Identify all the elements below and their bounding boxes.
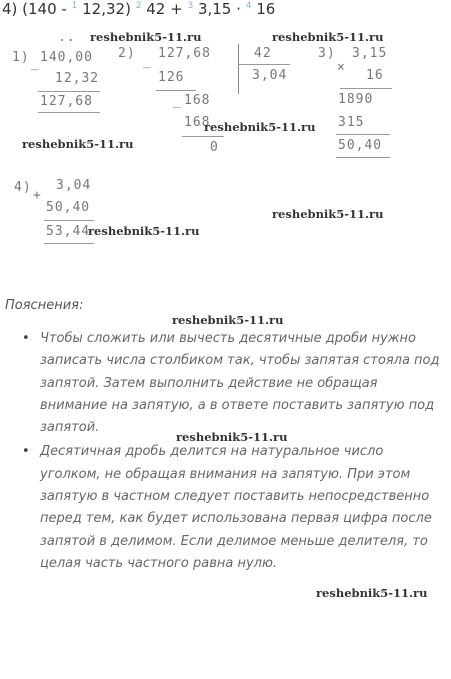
order-mark-2: 2 [135, 1, 142, 11]
watermark: reshebnik5-11.ru [272, 207, 384, 221]
order-mark-3: 3 [187, 1, 194, 11]
explanation-text-1: Чтобы сложить или вычесть десятичные дроби нужно записать числа столбиком так, чтобы запятая стояла под запятой. Затем выполнить действие не обращая внимание на запятую, а в ответе поставить запятую под запятой. [40, 331, 440, 436]
col1-minus-sign: _ [31, 56, 40, 71]
task-expression [2, 0, 275, 18]
col2-dividend: 127,68 [158, 46, 211, 61]
col1-result-line [38, 91, 100, 92]
watermark: reshebnik5-11.ru [88, 224, 200, 238]
col3-factor-b: 16 [366, 68, 384, 83]
task-operator: · [236, 0, 241, 18]
watermark: reshebnik5-11.ru [90, 30, 202, 44]
col4-line [44, 220, 94, 221]
col3-label: 3) [318, 46, 336, 61]
col3-factor-a: 3,15 [352, 46, 388, 61]
col4-label: 4) [14, 180, 32, 195]
watermark: reshebnik5-11.ru [204, 120, 316, 134]
task-prefix: 4) (140 - [2, 0, 67, 18]
col2-step3-line [182, 136, 224, 137]
col3-partial-1: 1890 [338, 92, 374, 107]
col3-partial-2: 315 [338, 115, 365, 130]
col1-minuend: 140,00 [40, 50, 93, 65]
col3-line-1 [340, 88, 392, 89]
col4-plus-sign: + [33, 188, 42, 203]
col2-remainder: 0 [210, 140, 219, 155]
col2-step2-minus: _ [173, 94, 182, 109]
order-mark-1: 1 [71, 1, 78, 11]
task-segment-2: 42 + [146, 0, 183, 18]
col2-step1: 126 [158, 70, 185, 85]
task-number-3: 16 [256, 0, 276, 18]
col2-divisor: 42 [254, 46, 272, 61]
explanations-heading: Пояснения: [5, 298, 84, 313]
bullet-icon: • [22, 331, 30, 346]
col4-underline [44, 243, 94, 244]
col3-underline [336, 157, 390, 158]
col4-sum: 53,44 [46, 224, 91, 239]
watermark: reshebnik5-11.ru [172, 313, 284, 327]
task-number-1: 12,32) [82, 0, 131, 18]
col2-step2: 168 [184, 93, 211, 108]
col2-label: 2) [118, 46, 136, 61]
col4-addend-a: 3,04 [56, 178, 92, 193]
watermark: reshebnik5-11.ru [272, 30, 384, 44]
col1-underline [38, 112, 100, 113]
division-bar-horizontal [238, 64, 290, 65]
col4-addend-b: 50,40 [46, 200, 91, 215]
watermark: reshebnik5-11.ru [176, 430, 288, 444]
col1-subtrahend: 12,32 [55, 71, 100, 86]
col3-product: 50,40 [338, 138, 383, 153]
col1-result: 127,68 [40, 94, 93, 109]
division-bar-vertical [238, 44, 239, 94]
col2-step3: 168 [184, 115, 211, 130]
watermark: reshebnik5-11.ru [316, 586, 428, 600]
explanations-list [22, 328, 442, 577]
list-item [22, 328, 442, 439]
col2-step1-line [156, 90, 196, 91]
col3-line-2 [336, 134, 390, 135]
col2-minus-sign: _ [143, 54, 152, 69]
watermark: reshebnik5-11.ru [22, 137, 134, 151]
col3-times-sign: × [337, 60, 346, 75]
col1-dots: .. [58, 30, 76, 45]
bullet-icon: • [22, 444, 30, 460]
task-number-2: 3,15 [197, 0, 232, 18]
explanation-text-2: Десятичная дробь делится на натуральное число уголком, не обращая внимания на запятую. При этом запятую в частном следует поставить непосредственно перед тем, как будет использована первая цифра после запятой в делимом. Если делимое меньше делителя, то целая часть частного равна нулю. [40, 444, 432, 571]
col1-label: 1) [12, 50, 30, 65]
order-mark-4: 4 [245, 1, 252, 11]
list-item [22, 441, 442, 575]
col2-quotient: 3,04 [252, 68, 288, 83]
